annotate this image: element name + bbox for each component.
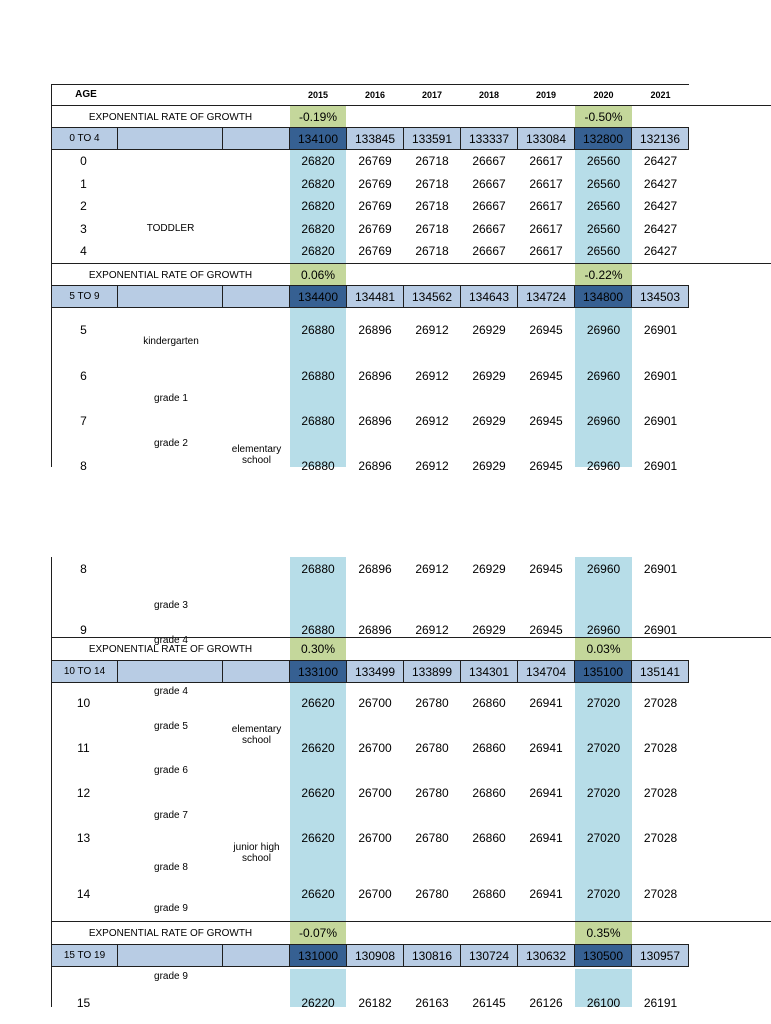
grade-label-3: grade 3: [154, 600, 188, 611]
growth-rate-row: [51, 637, 771, 660]
group-row-10-to-14: [51, 660, 771, 683]
growth-rate-row: [51, 105, 771, 128]
growth-rate-2015: 0.30%: [290, 638, 346, 660]
value-cell: 26182: [358, 996, 392, 1010]
value-cell: 26880: [301, 323, 335, 337]
value-cell: 26620: [301, 887, 335, 901]
age-cell: 2: [80, 199, 87, 213]
age-cell: 7: [80, 414, 87, 428]
value-cell: 26941: [529, 741, 563, 755]
value-cell: 26860: [472, 696, 506, 710]
value-cell: 26617: [529, 244, 563, 258]
group-row-0-to-4: [51, 127, 771, 150]
value-cell: 26960: [586, 369, 621, 383]
value-cell: 26700: [358, 696, 392, 710]
table-row: [51, 691, 771, 715]
value-cell: 26769: [358, 154, 392, 168]
value-cell: 26820: [301, 176, 335, 191]
value-cell: 26912: [415, 562, 449, 576]
value-cell: 26700: [358, 741, 392, 755]
year-2016-header: 2016: [364, 89, 386, 100]
value-cell: 26427: [643, 199, 678, 213]
age-cell: 13: [76, 831, 91, 845]
value-cell: 26820: [301, 221, 335, 236]
grade-label-2: grade 2: [154, 438, 188, 449]
growth-rate-row: [51, 263, 771, 286]
growth-rate-2020: 0.35%: [575, 922, 632, 944]
value-cell: 27020: [586, 696, 621, 710]
value-cell: 26427: [643, 176, 678, 191]
growth-rate-2020: -0.22%: [575, 264, 632, 286]
value-cell: 26820: [301, 199, 335, 213]
value-cell: 26960: [586, 562, 621, 576]
table-row: [51, 150, 771, 172]
value-cell: 26126: [529, 996, 563, 1010]
growth-rate-2020: -0.50%: [575, 106, 632, 128]
value-cell: 26912: [415, 323, 449, 337]
value-cell: 26769: [358, 199, 392, 213]
value-cell: 26945: [529, 562, 563, 576]
value-cell: 26912: [415, 414, 449, 428]
age-cell: 8: [80, 459, 87, 473]
year-2021-header: 2021: [650, 89, 671, 100]
value-cell: 27020: [586, 741, 621, 755]
grade-label-7: grade 7: [154, 810, 188, 821]
value-cell: 26901: [643, 414, 678, 428]
growth-rate-label: EXPONENTIAL RATE OF GROWTH: [88, 269, 253, 281]
table-row: [51, 240, 771, 262]
value-cell: 26560: [586, 244, 621, 258]
value-cell: 26960: [586, 459, 621, 473]
value-cell: 26700: [358, 887, 392, 901]
group-value-2015: 133100: [290, 660, 347, 683]
age-cell: 11: [77, 741, 90, 755]
value-cell: 26880: [301, 369, 335, 383]
value-cell: 26945: [529, 459, 563, 473]
value-cell: 26929: [472, 623, 506, 637]
group-blank-cell: [223, 127, 290, 150]
value-cell: 26780: [415, 831, 449, 845]
group-value-2019: 134704: [518, 660, 575, 683]
value-cell: 26220: [301, 996, 335, 1010]
value-cell: 26896: [358, 369, 392, 383]
group-value-2017: 134562: [404, 285, 461, 308]
value-cell: 26560: [586, 199, 621, 213]
value-cell: 26718: [415, 199, 449, 213]
group-label: 0 TO 4: [51, 127, 118, 150]
value-cell: 26896: [358, 414, 392, 428]
value-cell: 26896: [358, 323, 392, 337]
group-value-2015: 131000: [290, 944, 347, 967]
value-cell: 26860: [472, 887, 506, 901]
group-value-2015: 134100: [290, 127, 347, 150]
group-value-2017: 133899: [404, 660, 461, 683]
value-cell: 26912: [415, 623, 449, 637]
group-value-2018: 134301: [461, 660, 518, 683]
value-cell: 27028: [643, 786, 678, 800]
value-cell: 26901: [643, 369, 678, 383]
value-cell: 26860: [472, 741, 506, 755]
table-row: [51, 991, 771, 1015]
value-cell: 26912: [415, 459, 449, 473]
value-cell: 26960: [586, 323, 621, 337]
group-blank-cell: [118, 127, 223, 150]
value-cell: 26896: [358, 623, 392, 637]
group-label: 15 TO 19: [51, 944, 118, 967]
value-cell: 26427: [643, 221, 678, 236]
value-cell: 26718: [415, 244, 449, 258]
growth-rate-2020: 0.03%: [575, 638, 632, 660]
group-value-2017: 133591: [404, 127, 461, 150]
table-row: [51, 409, 771, 433]
value-cell: 26901: [643, 459, 678, 473]
school-label-junior-high: junior high school: [233, 842, 280, 864]
value-cell: 26820: [301, 244, 335, 258]
group-value-2016: 133499: [347, 660, 404, 683]
value-cell: 26667: [472, 176, 506, 191]
value-cell: 26780: [415, 786, 449, 800]
value-cell: 26769: [358, 176, 392, 191]
value-cell: 26560: [586, 176, 621, 191]
age-cell: 6: [80, 369, 87, 383]
grade-label-8: grade 8: [154, 862, 188, 873]
value-cell: 26427: [643, 154, 678, 168]
growth-rate-label: EXPONENTIAL RATE OF GROWTH: [88, 643, 253, 655]
age-cell: 0: [80, 154, 87, 168]
value-cell: 26912: [415, 369, 449, 383]
growth-rate-label: EXPONENTIAL RATE OF GROWTH: [88, 111, 253, 123]
value-cell: 26929: [472, 369, 506, 383]
value-cell: 26880: [301, 623, 335, 637]
value-cell: 26700: [358, 831, 392, 845]
group-blank-cell: [223, 660, 290, 683]
value-cell: 26620: [301, 741, 335, 755]
group-row-5-to-9: [51, 285, 771, 308]
grade-label-4: grade 4: [154, 686, 188, 697]
value-cell: 26901: [643, 323, 678, 337]
value-cell: 27028: [643, 887, 678, 901]
value-cell: 26941: [529, 887, 563, 901]
group-row-15-to-19: [51, 944, 771, 967]
value-cell: 26718: [415, 221, 449, 236]
group-value-2018: 130724: [461, 944, 518, 967]
age-cell: 4: [80, 244, 87, 258]
age-cell: 9: [80, 623, 87, 637]
grade-label-kindergarten: kindergarten: [143, 336, 199, 347]
value-cell: 26620: [301, 786, 335, 800]
grade-label-1: grade 1: [154, 393, 188, 404]
group-label: 5 TO 9: [51, 285, 118, 308]
value-cell: 26820: [301, 154, 335, 168]
value-cell: 26769: [358, 244, 392, 258]
value-cell: 27028: [643, 696, 678, 710]
group-value-2020: 130500: [575, 944, 632, 967]
school-label-elementary: elementary school: [231, 724, 282, 746]
growth-rate-2015: 0.06%: [290, 264, 346, 286]
group-value-2019: 130632: [518, 944, 575, 967]
group-value-2016: 130908: [347, 944, 404, 967]
growth-rate-2015: -0.07%: [290, 922, 346, 944]
value-cell: 26617: [529, 176, 563, 191]
group-value-2021: 134503: [632, 285, 689, 308]
table-row: [51, 454, 771, 478]
age-cell: 5: [80, 323, 87, 337]
value-cell: 26901: [643, 623, 678, 637]
value-cell: 26100: [586, 996, 621, 1010]
value-cell: 26700: [358, 786, 392, 800]
group-blank-cell: [118, 944, 223, 967]
group-value-2021: 135141: [632, 660, 689, 683]
spreadsheet-page-bottom: [51, 562, 771, 1010]
value-cell: 26945: [529, 369, 563, 383]
value-cell: 26617: [529, 154, 563, 168]
value-cell: 26620: [301, 831, 335, 845]
age-cell: 3: [80, 221, 87, 236]
year-2017-header: 2017: [421, 89, 443, 100]
value-cell: 26667: [472, 199, 506, 213]
growth-rate-label: EXPONENTIAL RATE OF GROWTH: [88, 927, 253, 939]
table-row: [51, 781, 771, 805]
table-row: [51, 882, 771, 906]
value-cell: 26896: [358, 562, 392, 576]
value-cell: 27028: [643, 831, 678, 845]
value-cell: 26560: [586, 154, 621, 168]
value-cell: 26880: [301, 562, 335, 576]
age-cell: 15: [76, 996, 91, 1010]
grade-label-9: grade 9: [154, 971, 188, 982]
group-value-2019: 134724: [518, 285, 575, 308]
group-value-2016: 134481: [347, 285, 404, 308]
grade-label-5: grade 5: [154, 721, 188, 732]
value-cell: 26901: [643, 562, 678, 576]
grade-label-6: grade 6: [154, 765, 188, 776]
value-cell: 26929: [472, 459, 506, 473]
toddler-label: TODDLER: [146, 223, 195, 234]
group-value-2021: 132136: [632, 127, 689, 150]
year-2018-header: 2018: [478, 89, 500, 100]
value-cell: 26718: [415, 176, 449, 191]
value-cell: 26860: [472, 831, 506, 845]
group-blank-cell: [118, 660, 223, 683]
value-cell: 26427: [643, 244, 678, 258]
value-cell: 26560: [586, 221, 621, 236]
group-value-2020: 132800: [575, 127, 632, 150]
group-value-2021: 130957: [632, 944, 689, 967]
value-cell: 26896: [358, 459, 392, 473]
value-cell: 26617: [529, 221, 563, 236]
value-cell: 27020: [586, 786, 621, 800]
table-row: [51, 217, 771, 240]
value-cell: 26960: [586, 623, 621, 637]
value-cell: 26780: [415, 741, 449, 755]
value-cell: 26860: [472, 786, 506, 800]
value-cell: 26960: [586, 414, 621, 428]
value-cell: 26941: [529, 831, 563, 845]
grade-label-9: grade 9: [154, 903, 188, 914]
table-row: [51, 364, 771, 388]
value-cell: 26780: [415, 887, 449, 901]
school-label-elementary: elementary school: [231, 444, 282, 466]
group-value-2018: 134643: [461, 285, 518, 308]
value-cell: 26667: [472, 154, 506, 168]
value-cell: 26617: [529, 199, 563, 213]
growth-rate-row: [51, 921, 771, 944]
table-row: [51, 172, 771, 195]
group-value-2017: 130816: [404, 944, 461, 967]
value-cell: 27028: [643, 741, 678, 755]
value-cell: 26945: [529, 323, 563, 337]
value-cell: 26929: [472, 414, 506, 428]
spreadsheet-page-top: [51, 84, 771, 473]
value-cell: 27020: [586, 831, 621, 845]
value-cell: 26718: [415, 154, 449, 168]
group-value-2020: 134800: [575, 285, 632, 308]
group-label: 10 TO 14: [51, 660, 118, 683]
table-row: [51, 826, 771, 850]
value-cell: 26880: [301, 414, 335, 428]
year-2015-header: 2015: [307, 89, 329, 100]
table-row: [51, 195, 771, 217]
value-cell: 27020: [586, 887, 621, 901]
year-2020-header: 2020: [593, 89, 614, 100]
value-cell: 26769: [358, 221, 392, 236]
value-cell: 26929: [472, 323, 506, 337]
year-2019-header: 2019: [535, 89, 557, 100]
group-blank-cell: [223, 285, 290, 308]
value-cell: 26880: [301, 459, 335, 473]
group-blank-cell: [118, 285, 223, 308]
value-cell: 26941: [529, 786, 563, 800]
group-value-2015: 134400: [290, 285, 347, 308]
group-value-2019: 133084: [518, 127, 575, 150]
age-cell: 8: [80, 562, 87, 576]
value-cell: 26945: [529, 414, 563, 428]
age-header: AGE: [75, 89, 97, 100]
value-cell: 26667: [472, 244, 506, 258]
grade-label-4: grade 4: [154, 635, 188, 646]
value-cell: 26667: [472, 221, 506, 236]
age-cell: 1: [80, 176, 87, 191]
value-cell: 26941: [529, 696, 563, 710]
group-value-2016: 133845: [347, 127, 404, 150]
table-row: [51, 557, 771, 581]
header-row: [51, 84, 771, 105]
value-cell: 26945: [529, 623, 563, 637]
value-cell: 26145: [472, 996, 506, 1010]
table-row: [51, 736, 771, 760]
age-cell: 12: [76, 786, 91, 800]
group-value-2018: 133337: [461, 127, 518, 150]
age-cell: 10: [76, 696, 91, 710]
value-cell: 26191: [643, 996, 678, 1010]
group-blank-cell: [223, 944, 290, 967]
group-value-2020: 135100: [575, 660, 632, 683]
age-cell: 14: [76, 887, 91, 901]
value-cell: 26929: [472, 562, 506, 576]
value-cell: 26780: [415, 696, 449, 710]
growth-rate-2015: -0.19%: [290, 106, 346, 128]
value-cell: 26620: [301, 696, 335, 710]
value-cell: 26163: [415, 996, 449, 1010]
